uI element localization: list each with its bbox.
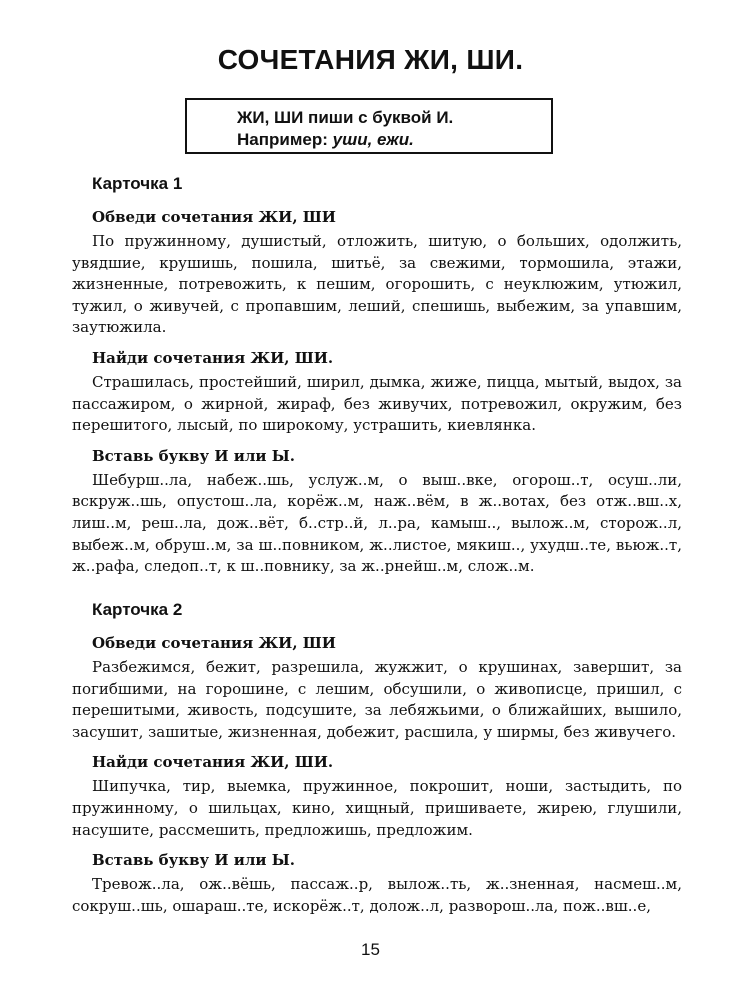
page-number: 15 xyxy=(361,940,380,959)
rule-line: ЖИ, ШИ пиши с буквой И. xyxy=(237,108,454,127)
task-title: Найди сочетания ЖИ, ШИ. xyxy=(92,348,334,367)
task-title: Найди сочетания ЖИ, ШИ. xyxy=(92,753,334,772)
task-text: По пружинному, душистый, отложить, шитую, о больших, одолжить, увядшие, крушишь, пошила, шитьё, за свежими, тормошила, этажи, жизненные, потревожить, к пешим, огорошить, с неуклюжим, утюжил, тужил, о живучей, с пропавшим, леший, спешишь, выбежим, за упавшим, заутюжила. xyxy=(72,232,682,337)
task-text: Страшилась, простейший, ширил, дымка, жиже, пицца, мытый, выдох, за пассажиром, о жирной, жираф, без живучих, потревожил, окружим, без перешитого, лысый, по широкому, устрашить, киевлянка. xyxy=(72,372,682,435)
task-title: Обведи сочетания ЖИ, ШИ xyxy=(92,208,336,226)
card-title: Карточка 2 xyxy=(92,600,183,619)
card-title: Карточка 1 xyxy=(92,174,183,193)
rule-box xyxy=(185,98,553,154)
task-text: Тревож..ла, ож..вёшь, пассаж..р, вылож..ть, ж..зненная, насмеш..м, сокруш..шь, ошараш..те, искорёж..т, долож..л, разворош..ла, пож..вш..е, xyxy=(72,875,682,915)
task-title: Обведи сочетания ЖИ, ШИ xyxy=(92,634,336,652)
rule-example-label: Например: xyxy=(237,130,333,149)
task-text: Шипучка, тир, выемка, пружинное, покрошит, ноши, застыдить, по пружинному, о шильцах, кино, хищный, пришиваете, жирею, глушили, насушите, рассмешить, предложишь, предложим. xyxy=(72,777,682,839)
rule-example-words: уши, ежи. xyxy=(332,130,414,149)
task-title: Вставь букву И или Ы. xyxy=(92,446,296,465)
rule-example-line xyxy=(237,129,551,151)
page-title: СОЧЕТАНИЯ ЖИ, ШИ. xyxy=(217,44,524,75)
task-title: Вставь букву И или Ы. xyxy=(92,851,296,870)
task-text: Шебурш..ла, набеж..шь, услуж..м, о выш..вке, огорош..т, осуш..ли, вскруж..шь, опустош..ла, корёж..м, наж..вём, в ж..вотах, без отж..вш..х, лиш..м, реш..ла, дож..вёт, б..стр..й, л..ра, камыш.., вылож..м, сторож..л, выбеж..м, обруш..м, за ш..повником, ж..листое, мякиш.., ухудш..те, вьюж..т, ж..рафа, следоп..т, к ш..повнику, за ж..рнейш..м, слож..м. xyxy=(72,470,682,576)
card-1 xyxy=(72,172,682,586)
card-2 xyxy=(72,598,682,925)
task-text: Разбежимся, бежит, разрешила, жужжит, о крушинах, завершит, за погибшими, на горошине, с лешим, обсушили, о живописце, пришил, с перешитыми, живость, подсушите, за лебяжьими, о ближайших, вышило, засушит, зашитые, жизненная, добежит, расшила, у ширмы, без живучего. xyxy=(72,658,682,741)
